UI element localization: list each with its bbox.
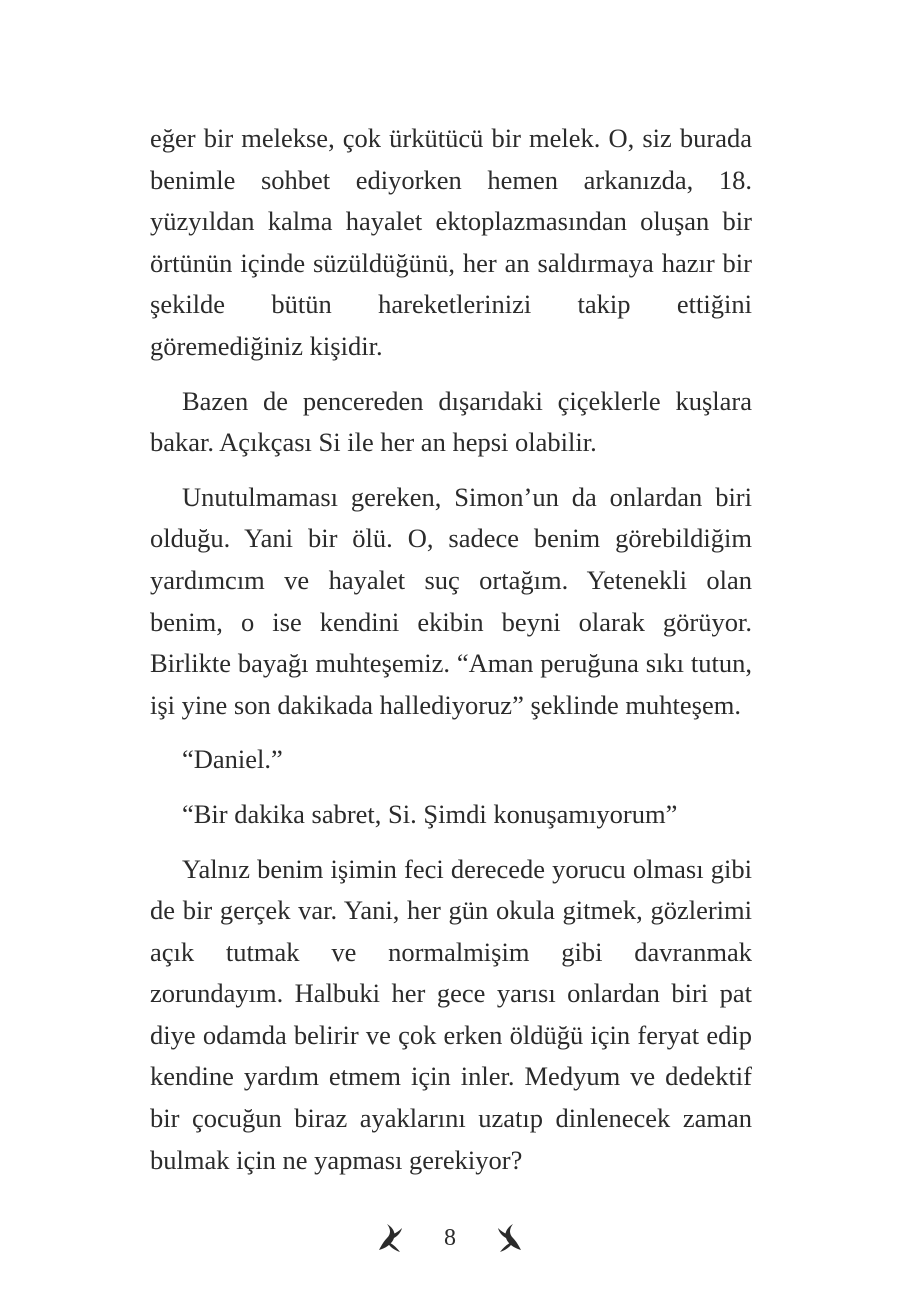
leaf-flourish-icon bbox=[494, 1220, 526, 1256]
page-footer bbox=[0, 1218, 900, 1258]
paragraph-1: eğer bir melekse, çok ürkütücü bir melek. O, siz burada benimle sohbet ediyorken hemen arkanızda, 18. yüzyıldan kalma hayalet ektoplazmasından oluşan bir örtünün içinde süzüldüğünü, her an saldırmaya hazır bir şekilde bütün hareketlerinizi takip ettiğini göremediğiniz kişidir. bbox=[150, 123, 752, 361]
paragraph-4-dialogue: “Daniel.” bbox=[182, 744, 283, 775]
paragraph-5-dialogue: “Bir dakika sabret, Si. Şimdi konuşamıyorum” bbox=[182, 798, 678, 829]
paragraph-2: Bazen de pencereden dışarıdaki çiçeklerle kuşlara bakar. Açıkçası Si ile her an hepsi olabilir. bbox=[150, 385, 752, 458]
paragraph-6: Yalnız benim işimin feci derecede yorucu olması gibi de bir gerçek var. Yani, her gün okula gitmek, gözlerimi açık tutmak ve normalmişim gibi davranmak zorundayım. Halbuki her gece yarısı onlardan biri pat diye odamda belirir ve çok erken öldüğü için feryat edip kendine yardım etmem için inler. Medyum ve dedektif bir çocuğun biraz ayaklarını uzatıp dinlenecek zaman bulmak için ne yapması gerekiyor? bbox=[150, 853, 752, 1175]
page-number: 8 bbox=[444, 1224, 456, 1251]
leaf-flourish-icon bbox=[374, 1220, 406, 1256]
page-body bbox=[150, 118, 752, 1181]
paragraph-3: Unutulmaması gereken, Simon’un da onlardan biri olduğu. Yani bir ölü. O, sadece benim görebildiğim yardımcım ve hayalet suç ortağım. Yetenekli olan benim, o ise kendini ekibin beyni olarak görüyor. Birlikte bayağı muhteşemiz. “Aman peruğuna sıkı tutun, işi yine son dakikada hallediyoruz” şeklinde muhteşem. bbox=[150, 481, 752, 720]
